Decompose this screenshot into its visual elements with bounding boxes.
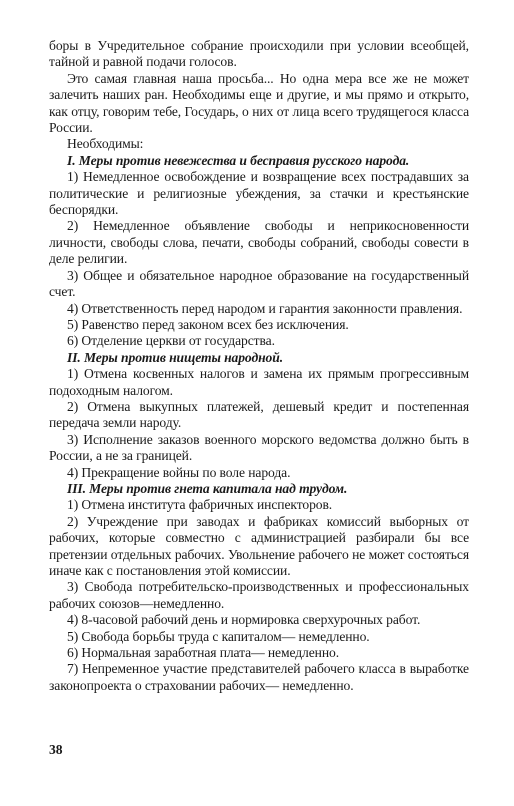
- list-item: 3) Общее и обязательное народное образование на государственный счет.: [49, 267, 469, 300]
- section-heading: I. Меры против невежества и бесправия русского народа.: [67, 152, 410, 168]
- list-item: 1) Отмена косвенных налогов и замена их прямым прогрессивным подоходным налогом.: [49, 366, 469, 398]
- list-item: 4) Прекращение войны по воле народа.: [67, 464, 291, 480]
- section-heading: III. Меры против гнета капитала над трудом.: [67, 480, 348, 496]
- list-item: 3) Свобода потребительско-производственных и профессиональных рабочих союзов—немедленно.: [49, 579, 469, 611]
- paragraph: боры в Учредительное собрание происходили при условии всеобщей, тайной и равной подачи голосов.: [49, 38, 469, 70]
- list-item: 5) Свобода борьбы труда с капиталом— немедленно.: [67, 628, 370, 644]
- list-item: 7) Непременное участие представителей рабочего класса в выработке законопроекта о страховании рабочих— немедленно.: [49, 661, 469, 693]
- list-item: 2) Отмена выкупных платежей, дешевый кредит и постепенная передача земли народу.: [49, 398, 469, 431]
- list-item: 4) 8-часовой рабочий день и нормировка сверхурочных работ.: [67, 612, 421, 628]
- page-text: [49, 38, 469, 694]
- list-item: 6) Отделение церкви от государства.: [67, 333, 275, 349]
- list-item: 1) Немедленное освобождение и возвращение всех пострадавших за политические и религиозные убеждения, за стачки и крестьянские беспорядки.: [49, 169, 469, 218]
- paragraph: Это самая главная наша просьба... Но одна мера все же не может залечить наших ран. Необходимы еще и другие, и мы прямо и открыто, как отцу, говорим тебе, Государь, о них от лица всего трудящегося класса России.: [49, 70, 469, 136]
- list-item: 3) Исполнение заказов военного морского ведомства должно быть в России, а не за границей.: [49, 431, 469, 464]
- paragraph: Необходимы:: [67, 136, 144, 152]
- page-number: 38: [49, 742, 63, 757]
- list-item: 6) Нормальная заработная плата— немедленно.: [67, 645, 340, 661]
- list-item: 5) Равенство перед законом всех без исключения.: [67, 316, 349, 332]
- list-item: 2) Учреждение при заводах и фабриках комиссий выборных от рабочих, которые совместно с администрацией разбирали бы все претензии отдельных рабочих. Увольнение рабочего не может состояться иначе как с постановления этой комиссии.: [49, 513, 469, 578]
- list-item: 2) Немедленное объявление свободы и неприкосновенности личности, свободы слова, печати, свободы собраний, свободы совести в деле религии.: [49, 218, 469, 267]
- list-item: 4) Ответственность перед народом и гарантия законности правления.: [67, 300, 463, 316]
- list-item: 1) Отмена института фабричных инспекторов.: [67, 497, 333, 513]
- section-heading: II. Меры против нищеты народной.: [67, 349, 283, 365]
